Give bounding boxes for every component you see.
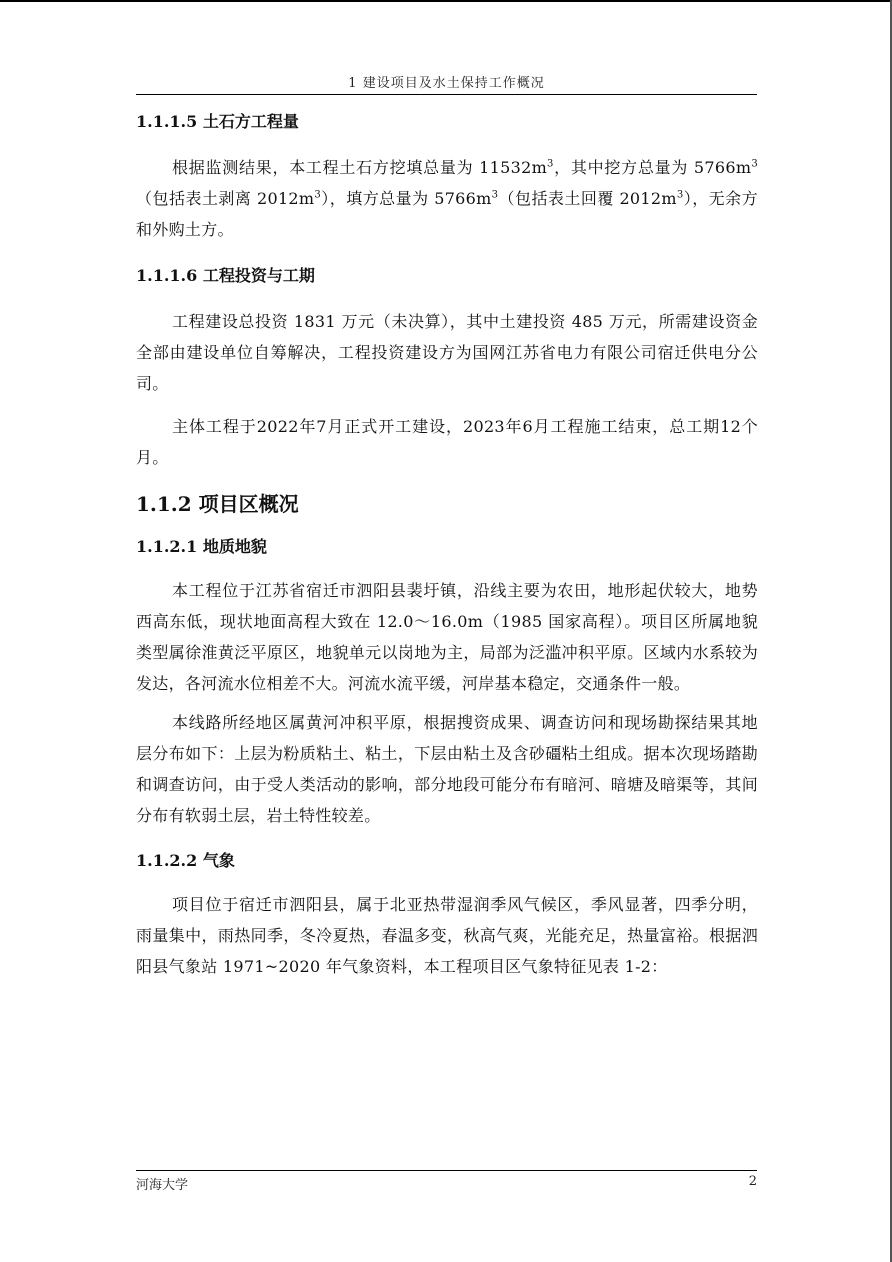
heading-112: 1.1.2 项目区概况 (136, 492, 299, 516)
text-run: ，其中挖方总量为 5766m (553, 158, 752, 177)
paragraph-strata: 本线路所经地区属黄河冲积平原，根据搜资成果、调查访问和现场勘探结果其地层分布如下：上层为粉质粘土、粘土，下层由粘土及含砂礓粘土组成。据本次现场踏勘和调查访问，由于受人类活动的影响，部分地段可能分布有暗河、暗塘及暗渠等，其间分布有软弱土层，岩土特性较差。 (136, 713, 758, 825)
heading-1121: 1.1.2.1 地质地貌 (136, 537, 267, 556)
superscript: 3 (547, 158, 554, 170)
paragraph-schedule: 主体工程于2022年7月正式开工建设，2023年6月工程施工结束，总工期12个月。 (136, 417, 758, 467)
superscript: 3 (676, 189, 684, 201)
heading-1122: 1.1.2.2 气象 (136, 851, 235, 870)
superscript: 3 (751, 158, 758, 170)
page-top-border (0, 0, 892, 2)
header-divider (136, 94, 757, 95)
text-run: ），无余方和外购土方。 (136, 189, 758, 239)
superscript: 3 (491, 189, 499, 201)
text-run: ），填方总量为 5766m (321, 189, 492, 208)
heading-1116: 1.1.1.6 工程投资与工期 (136, 266, 315, 285)
footer-divider (136, 1170, 757, 1171)
text-run: 根据监测结果，本工程土石方挖填总量为 11532m (172, 158, 548, 177)
document-body (136, 108, 758, 982)
paragraph-earthwork (136, 152, 758, 245)
paragraph-climate: 项目位于宿迁市泗阳县，属于北亚热带湿润季风气候区，季风显著，四季分明，雨量集中，雨热同季，冬冷夏热，春温多变，秋高气爽，光能充足，热量富裕。根据泗阳县气象站 1971~2020 年气象资料，本工程项目区气象特征见表 1-2： (136, 895, 758, 976)
text-run: （包括表土回覆 2012m (498, 189, 677, 208)
page-number: 2 (748, 1174, 757, 1189)
superscript: 3 (314, 189, 322, 201)
paragraph-geology: 本工程位于江苏省宿迁市泗阳县裴圩镇，沿线主要为农田，地形起伏较大，地势西高东低，现状地面高程大致在 12.0～16.0m（1985 国家高程）。项目区所属地貌类型属徐淮黄泛平原区，地貌单元以岗地为主，局部为泛滥冲积平原。区域内水系较为发达，各河流水位相差不大。河流水流平缓，河岸基本稳定，交通条件一般。 (136, 581, 758, 693)
text-run: （包括表土剥离 2012m (136, 189, 315, 208)
running-header: 1 建设项目及水土保持工作概况 (348, 76, 545, 91)
heading-1115: 1.1.1.5 土石方工程量 (136, 112, 299, 131)
footer-institution: 河海大学 (136, 1178, 189, 1193)
paragraph-investment: 工程建设总投资 1831 万元（未决算），其中土建投资 485 万元，所需建设资金全部由建设单位自筹解决，工程投资建设方为国网江苏省电力有限公司宿迁供电分公司。 (136, 312, 758, 393)
